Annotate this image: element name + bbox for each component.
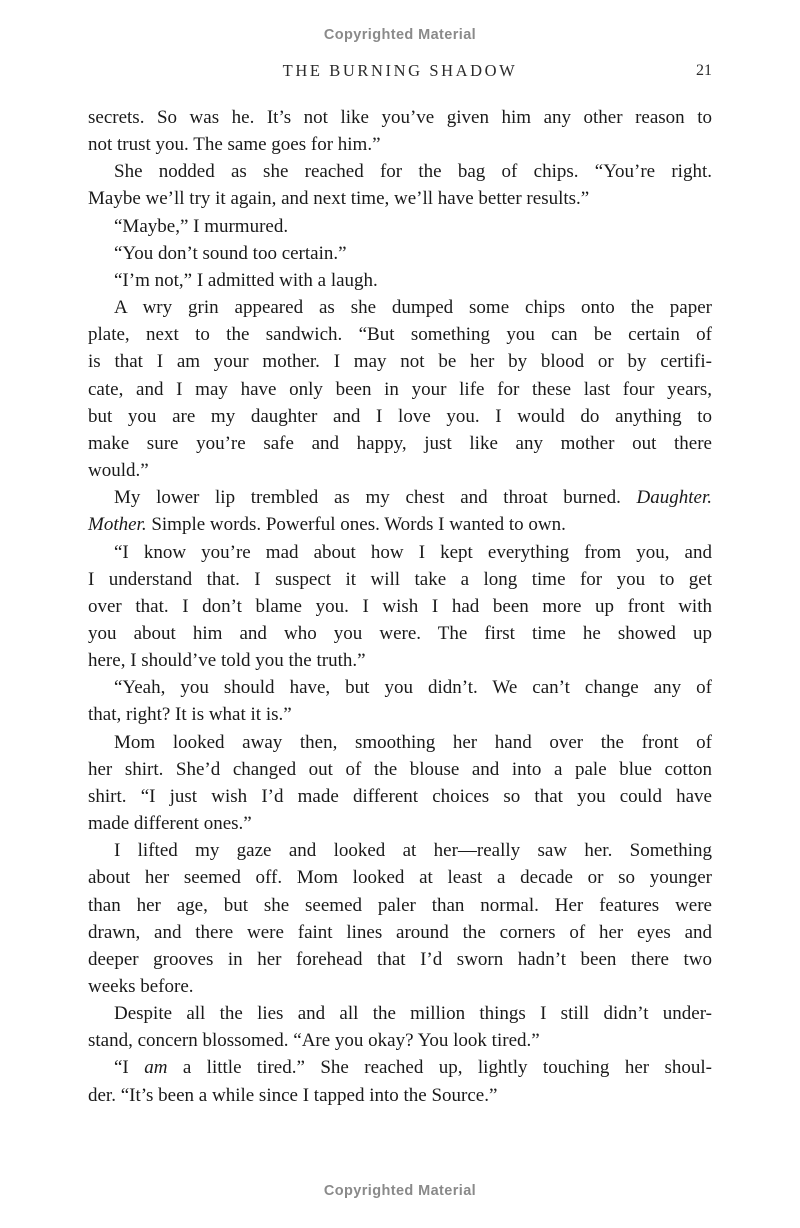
text-line: secrets. So was he. It’s not like you’ve given him any other reason to — [88, 107, 712, 128]
text-line: “I am a little tired.” She reached up, lightly touching her shoul- — [114, 1057, 713, 1079]
text-line: Mother. Simple words. Powerful ones. Words I wanted to own. — [88, 514, 566, 536]
text-line: cate, and I may have only been in your life for these last four years, — [88, 378, 712, 400]
text-line: Maybe we’ll try it again, and next time, we’ll have better results.” — [88, 188, 590, 210]
text-line: would.” — [88, 460, 149, 482]
paragraph — [88, 484, 712, 538]
text-line: is that I am your mother. I may not be her by blood or by certifi- — [88, 351, 712, 373]
text-line: you about him and who you were. The first time he showed up — [88, 622, 712, 644]
text-line: She nodded as she reached for the bag of chips. “You’re right. — [114, 161, 712, 183]
paragraph — [88, 294, 712, 484]
text-line: Mom looked away then, smoothing her hand over the front of — [114, 731, 712, 753]
paragraph — [88, 1054, 712, 1108]
paragraph — [88, 158, 712, 212]
text-line: over that. I don’t blame you. I wish I had been more up front with — [88, 595, 712, 617]
body-text — [88, 104, 712, 1109]
text-line: “Maybe,” I murmured. — [114, 215, 289, 237]
text-line: than her age, but she seemed paler than normal. Her features were — [88, 894, 712, 916]
paragraph — [88, 539, 712, 675]
text-line: here, I should’ve told you the truth.” — [88, 650, 366, 672]
text-line: that, right? It is what it is.” — [88, 704, 292, 726]
text-line: made different ones.” — [88, 813, 252, 835]
text-line: Despite all the lies and all the million things I still didn’t under- — [114, 1003, 712, 1025]
copyright-notice-top: Copyrighted Material — [323, 27, 477, 43]
text-line: make sure you’re safe and happy, just like any mother out there — [88, 432, 712, 454]
text-line: her shirt. She’d changed out of the blouse and into a pale blue cotton — [88, 758, 712, 780]
text-line: weeks before. — [88, 976, 194, 997]
text-line: “I know you’re mad about how I kept everything from you, and — [114, 541, 712, 563]
running-header — [88, 61, 712, 83]
paragraph — [88, 240, 712, 267]
page-number: 21 — [696, 62, 712, 79]
text-line: shirt. “I just wish I’d made different choices so that you could have — [88, 785, 712, 807]
text-line: “I’m not,” I admitted with a laugh. — [114, 269, 378, 291]
text-line: but you are my daughter and I love you. I would do anything to — [88, 405, 712, 427]
book-title: THE BURNING SHADOW — [282, 61, 518, 80]
text-line: I lifted my gaze and looked at her—really saw her. Something — [114, 840, 712, 862]
text-line: “Yeah, you should have, but you didn’t. We can’t change any of — [114, 677, 712, 699]
paragraph — [88, 267, 712, 294]
text-line: My lower lip trembled as my chest and throat burned. Daughter. — [114, 487, 712, 509]
text-line: drawn, and there were faint lines around the corners of her eyes and — [88, 921, 712, 943]
paragraph — [88, 837, 712, 1000]
paragraph — [88, 1000, 712, 1054]
text-line: stand, concern blossomed. “Are you okay? You look tired.” — [88, 1030, 540, 1052]
paragraph — [88, 729, 712, 838]
text-line: “You don’t sound too certain.” — [114, 242, 347, 264]
text-line: deeper grooves in her forehead that I’d sworn hadn’t been there two — [88, 948, 712, 970]
text-line: not trust you. The same goes for him.” — [88, 134, 381, 156]
paragraph — [88, 104, 712, 158]
text-line: plate, next to the sandwich. “But something you can be certain of — [88, 324, 712, 346]
text-line: about her seemed off. Mom looked at least a decade or so younger — [88, 867, 712, 889]
text-line: der. “It’s been a while since I tapped into the Source.” — [88, 1084, 498, 1106]
copyright-notice-bottom: Copyrighted Material — [323, 1183, 477, 1199]
paragraph — [88, 674, 712, 728]
text-line: I understand that. I suspect it will take a long time for you to get — [88, 568, 712, 590]
paragraph — [88, 213, 712, 240]
text-line: A wry grin appeared as she dumped some chips onto the paper — [114, 297, 712, 319]
